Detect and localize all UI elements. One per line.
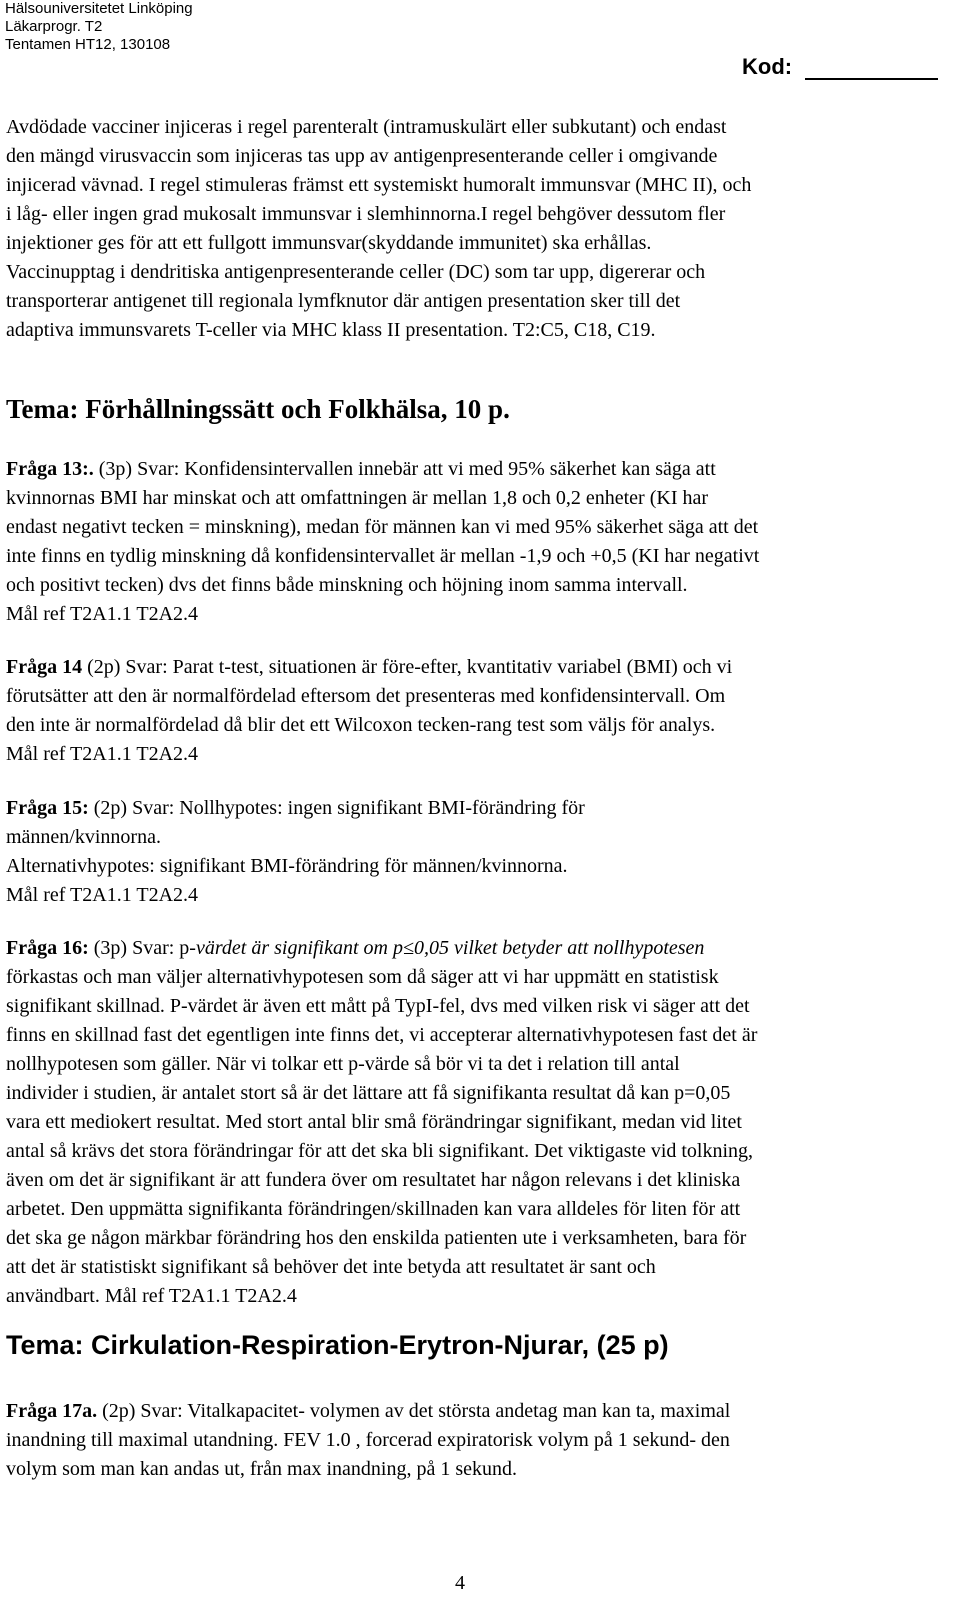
text-line: i låg- eller ingen grad mukosalt immunsvar i slemhinnorna.I regel behgöver dessutom fler [6, 203, 726, 225]
text-line: volym som man kan andas ut, från max inandning, på 1 sekund. [6, 1458, 518, 1480]
text-line: individer i studien, är antalet stort så är det lättare att få signifikanta resultat då kan p=0,05 [6, 1082, 731, 1104]
text-line: förkastas och man väljer alternativhypotesen som då säger att vi har uppmätt en statistisk [6, 966, 719, 988]
text-line: Alternativhypotes: signifikant BMI-förändring för männen/kvinnorna. [6, 855, 568, 877]
theme-heading-cirkulation: Tema: Cirkulation-Respiration-Erytron-Njurar, (25 p) [6, 1330, 669, 1360]
goal-reference: Mål ref T2A1.1 T2A2.4 [6, 603, 199, 625]
question-14 [6, 653, 940, 769]
text-line: arbetet. Den uppmätta signifikanta förändringen/skillnaden kan vara alldeles för liten för att [6, 1198, 741, 1220]
text-line: nollhypotesen som gäller. När vi tolkar ett p-värde så bör vi ta det i relation till antal [6, 1053, 680, 1075]
text-line: kvinnornas BMI har minskat och att omfattningen är mellan 1,8 och 0,2 enheter (KI har [6, 487, 709, 509]
text-line: inte finns en tydlig minskning då konfidensintervallet är mellan -1,9 och +0,5 (KI har negativt [6, 545, 760, 567]
document-header [5, 0, 193, 54]
text-line: Avdödade vacciner injiceras i regel parenteralt (intramuskulärt eller subkutant) och endast [6, 116, 727, 138]
question-label: Fråga 14 [6, 656, 83, 678]
text-line: injicerad vävnad. I regel stimuleras främst ett systemiskt humoralt immunsvar (MHC II), och [6, 174, 752, 196]
text-line: inandning till maximal utandning. FEV 1.0 , forcerad expiratorisk volym på 1 sekund- den [6, 1429, 730, 1451]
question-16 [6, 934, 940, 1311]
page-number: 4 [455, 1572, 465, 1594]
question-label: Fråga 17a. [6, 1400, 98, 1422]
theme-heading-folkhalsa: Tema: Förhållningssätt och Folkhälsa, 10 p. [6, 394, 510, 424]
answer-italic-text: värdet är signifikant om p≤0,05 vilket betyder att nollhypotesen [195, 937, 705, 959]
text-line: injektioner ges för att ett fullgott immunsvar(skyddande immunitet) ska erhållas. [6, 232, 652, 254]
question-17a [6, 1397, 940, 1484]
question-15 [6, 794, 940, 910]
answer-text: (2p) Svar: Vitalkapacitet- volymen av det största andetag man kan ta, maximal [97, 1400, 731, 1422]
text-line: även om det är signifikant är att fundera över om resultatet har någon relevans i det kliniska [6, 1169, 741, 1191]
text-line: antal så krävs det stora förändringar för att det ska bli signifikant. Det viktigaste vid tolkning, [6, 1140, 754, 1162]
text-line: och positivt tecken) dvs det finns både minskning och höjning inom samma intervall. [6, 574, 688, 596]
text-line: endast negativt tecken = minskning), medan för männen kan vi med 95% säkerhet säga att det [6, 516, 759, 538]
question-label: Fråga 15: [6, 797, 89, 819]
text-line: det ska ge någon märkbar förändring hos den enskilda patienten ute i verksamheten, bara för [6, 1227, 747, 1249]
question-13 [6, 455, 940, 629]
text-line: den mängd virusvaccin som injiceras tas upp av antigenpresenterande celler i omgivande [6, 145, 718, 167]
question-label: Fråga 13:. [6, 458, 94, 480]
answer-text: (3p) Svar: Konfidensintervallen innebär att vi med 95% säkerhet kan säga att [93, 458, 716, 480]
text-line: finns en skillnad fast det egentligen inte finns det, vi accepterar alternativhypotesen fast det är [6, 1024, 758, 1046]
goal-reference: Mål ref T2A1.1 T2A2.4 [6, 743, 199, 765]
question-label: Fråga 16: [6, 937, 89, 959]
text-line: männen/kvinnorna. [6, 826, 161, 848]
text-line: förutsätter att den är normalfördelad eftersom det presenteras med konfidensintervall. Om [6, 685, 726, 707]
text-line: Vaccinupptag i dendritiska antigenpresenterande celler (DC) som tar upp, digererar och [6, 261, 706, 283]
goal-reference: Mål ref T2A1.1 T2A2.4 [6, 884, 199, 906]
kod-label: Kod: [742, 54, 793, 79]
text-line: användbart. Mål ref T2A1.1 T2A2.4 [6, 1285, 297, 1307]
intro-paragraph [6, 113, 940, 345]
answer-text: (3p) Svar: p- [88, 937, 196, 959]
header-program: Läkarprogr. T2 [5, 18, 103, 35]
text-line: den inte är normalfördelad då blir det ett Wilcoxon tecken-rang test som väljs för analys. [6, 714, 716, 736]
text-line: vara ett mediokert resultat. Med stort antal blir små förändringar signifikant, medan vid litet [6, 1111, 742, 1133]
header-exam: Tentamen HT12, 130108 [5, 36, 171, 53]
kod-underline [805, 78, 938, 80]
answer-text: (2p) Svar: Parat t-test, situationen är före-efter, kvantitativ variabel (BMI) och vi [82, 656, 733, 678]
text-line: transporterar antigenet till regionala lymfknutor där antigen presentation sker till det [6, 290, 681, 312]
text-line: signifikant skillnad. P-värdet är även ett mått på TypI-fel, dvs med vilken risk vi säger att det [6, 995, 750, 1017]
header-university: Hälsouniversitetet Linköping [5, 0, 193, 17]
text-line: att det är statistiskt signifikant så behöver det inte betyda att resultatet är sant och [6, 1256, 656, 1278]
text-line: adaptiva immunsvarets T-celler via MHC klass II presentation. T2:C5, C18, C19. [6, 319, 656, 341]
answer-text: (2p) Svar: Nollhypotes: ingen signifikant BMI-förändring för [88, 797, 585, 819]
